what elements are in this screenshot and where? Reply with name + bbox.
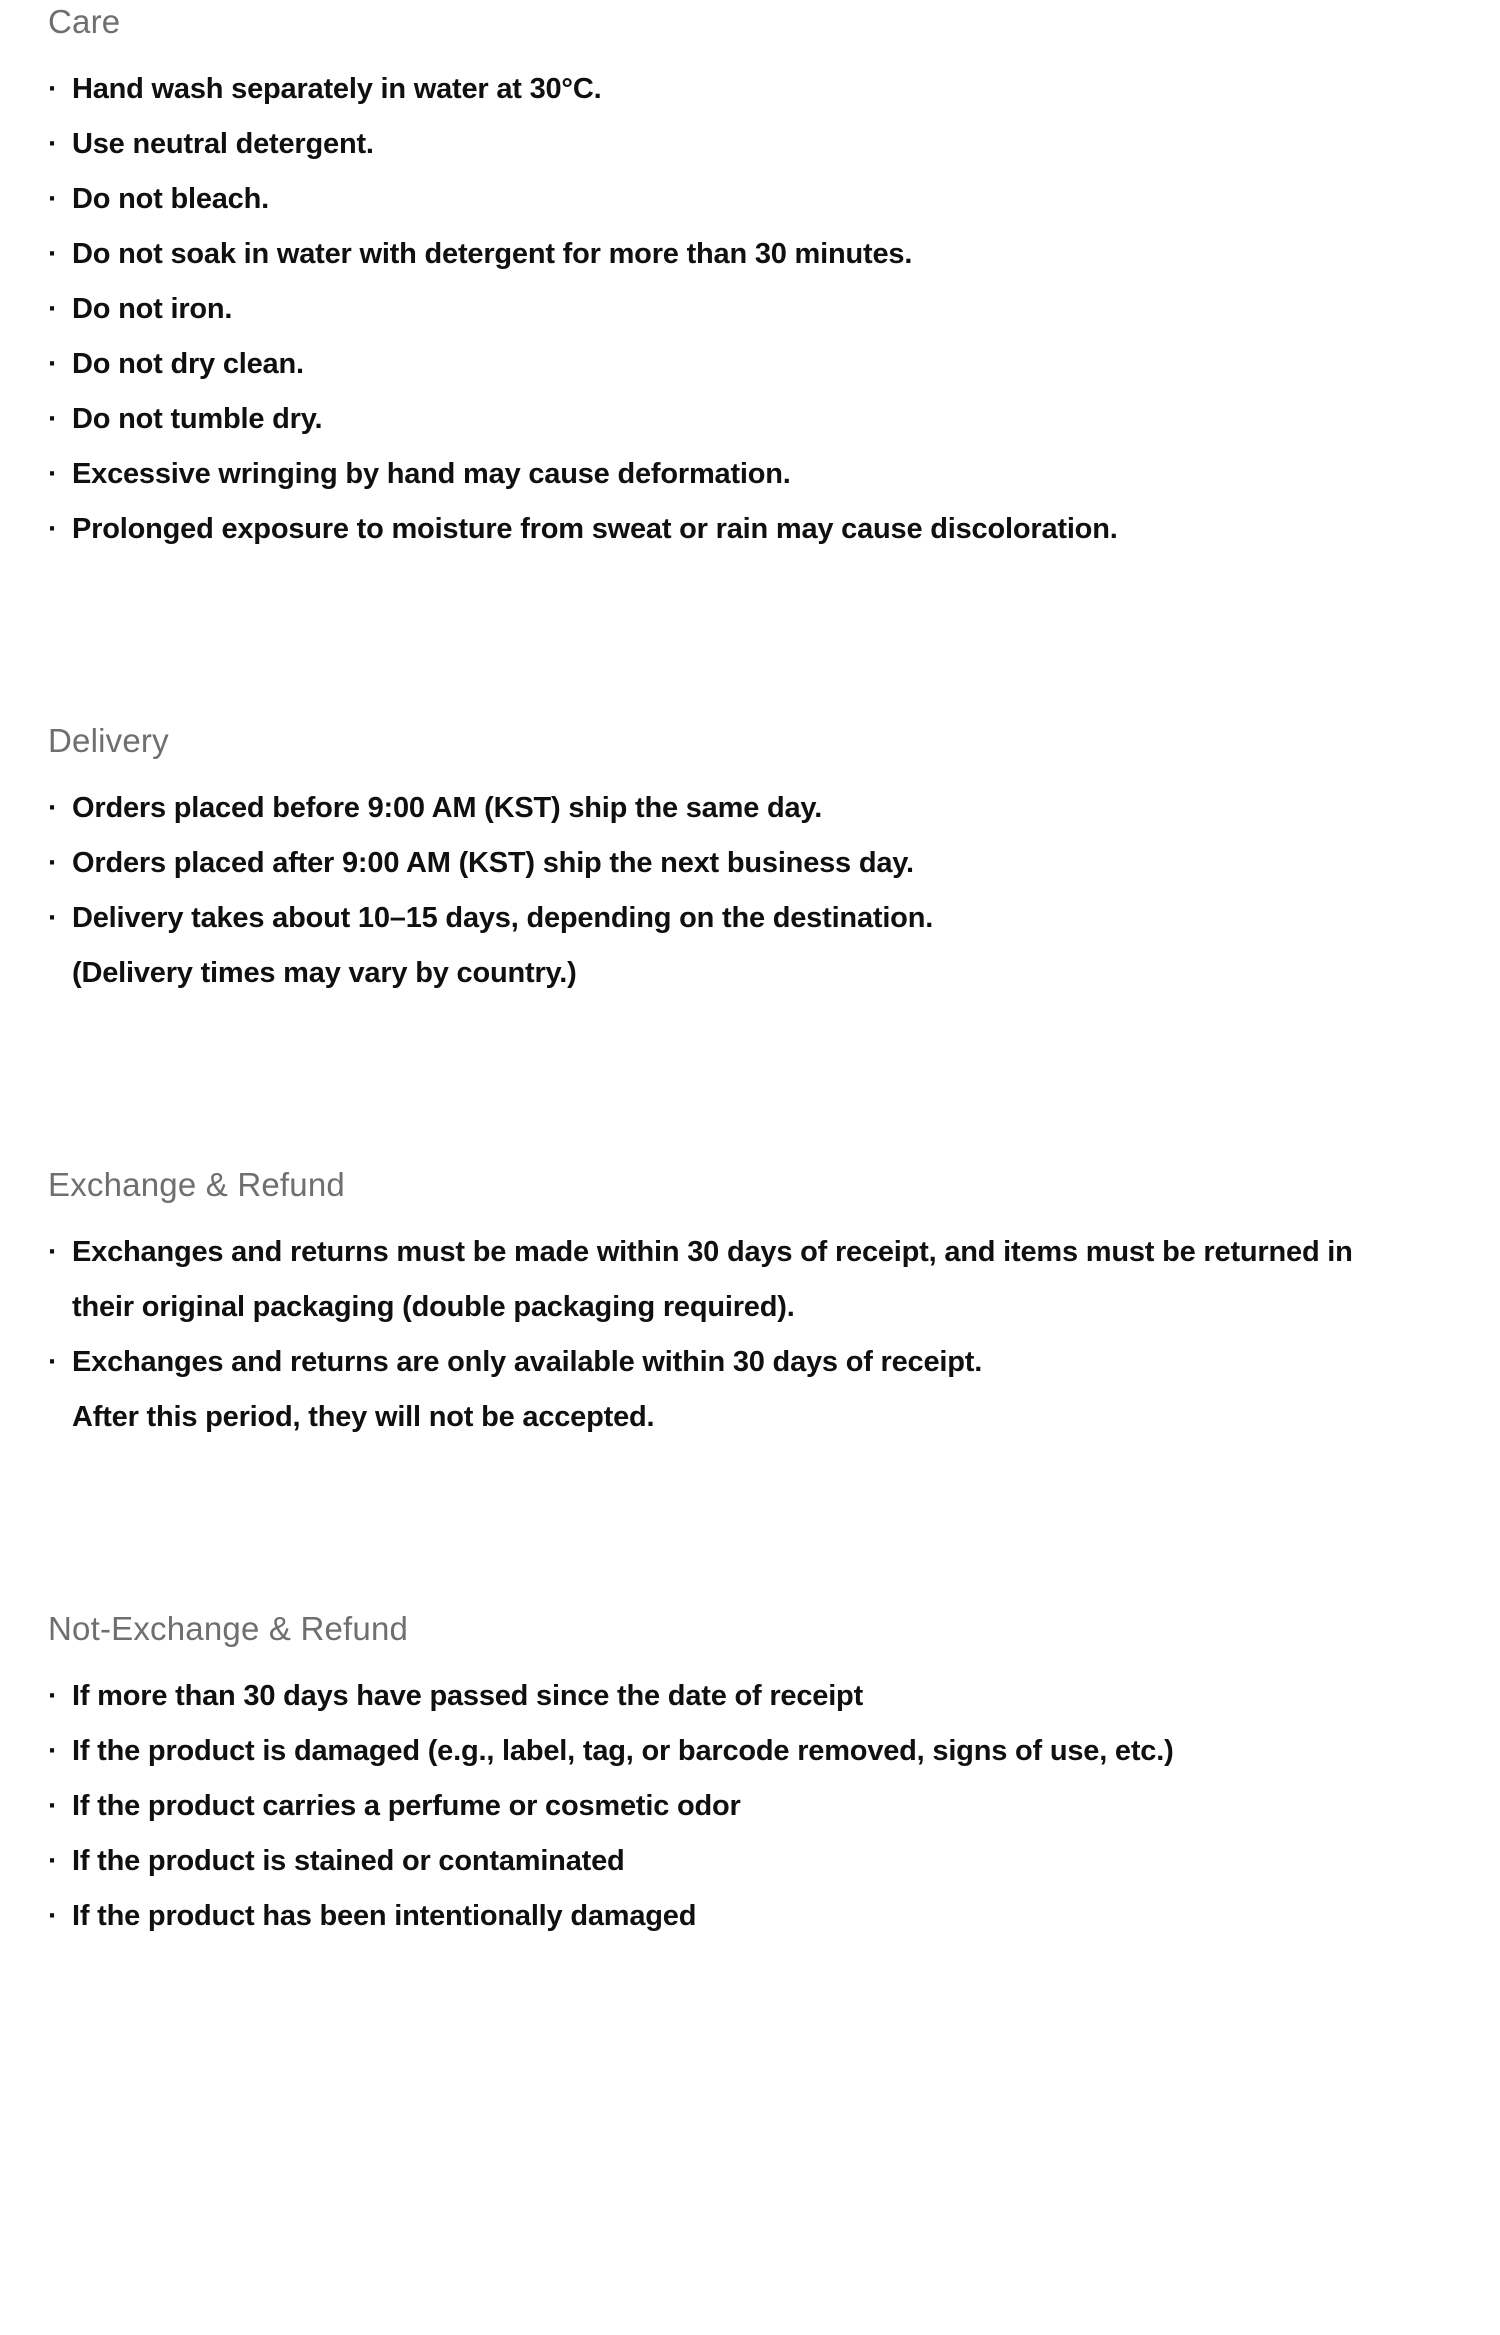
bullet-dot-icon: · (48, 458, 58, 490)
bullet-text (72, 1225, 1464, 1335)
bullet-dot-icon: · (48, 1790, 58, 1822)
bullet-text (72, 1834, 1464, 1889)
bullet-text (72, 447, 1464, 502)
section-care (48, 2, 1464, 557)
section-heading: Not-Exchange & Refund (48, 1610, 409, 1647)
bullet-line: Excessive wringing by hand may cause deformation. (72, 458, 791, 490)
bullet-item (48, 62, 1464, 117)
bullet-text (72, 502, 1464, 557)
bullet-line: Do not soak in water with detergent for more than 30 minutes. (72, 238, 913, 270)
bullet-text (72, 1889, 1464, 1944)
bullet-dot-icon: · (48, 1900, 58, 1932)
bullet-item (48, 781, 1464, 836)
bullet-dot-icon: · (48, 792, 58, 824)
bullet-dot-icon: · (48, 847, 58, 879)
bullet-text (72, 781, 1464, 836)
bullet-item (48, 1779, 1464, 1834)
bullet-item (48, 227, 1464, 282)
bullet-line: If the product is damaged (e.g., label, tag, or barcode removed, signs of use, etc.) (72, 1735, 1174, 1767)
bullet-dot-icon: · (48, 293, 58, 325)
bullet-item (48, 1724, 1464, 1779)
bullet-list (48, 1669, 1464, 1944)
bullet-list (48, 62, 1464, 557)
bullet-dot-icon: · (48, 902, 58, 934)
bullet-item (48, 117, 1464, 172)
bullet-item (48, 502, 1464, 557)
bullet-dot-icon: · (48, 183, 58, 215)
section-heading: Delivery (48, 722, 169, 759)
bullet-dot-icon: · (48, 73, 58, 105)
bullet-dot-icon: · (48, 1236, 58, 1268)
bullet-line: If the product has been intentionally damaged (72, 1900, 697, 1932)
bullet-line: Orders placed before 9:00 AM (KST) ship the same day. (72, 792, 823, 824)
bullet-line: If more than 30 days have passed since the date of receipt (72, 1680, 864, 1712)
section-heading: Exchange & Refund (48, 1166, 345, 1203)
bullet-text (72, 227, 1464, 282)
bullet-dot-icon: · (48, 348, 58, 380)
bullet-line: Prolonged exposure to moisture from sweat or rain may cause discoloration. (72, 513, 1118, 545)
bullet-text (72, 62, 1464, 117)
bullet-text (72, 117, 1464, 172)
bullet-line: Exchanges and returns are only available within 30 days of receipt. (72, 1346, 983, 1378)
bullet-item (48, 392, 1464, 447)
bullet-dot-icon: · (48, 238, 58, 270)
bullet-line: Hand wash separately in water at 30°C. (72, 73, 602, 105)
bullet-line: Use neutral detergent. (72, 128, 374, 160)
bullet-text (72, 392, 1464, 447)
bullet-text (72, 1669, 1464, 1724)
bullet-list (48, 1225, 1464, 1445)
bullet-line: Orders placed after 9:00 AM (KST) ship the next business day. (72, 847, 914, 879)
section-exchange-refund (48, 1165, 1464, 1445)
bullet-item (48, 836, 1464, 891)
bullet-text (72, 1724, 1464, 1779)
bullet-item (48, 1335, 1464, 1445)
bullet-text (72, 172, 1464, 227)
bullet-line: (Delivery times may vary by country.) (72, 957, 577, 989)
bullet-text (72, 1779, 1464, 1834)
bullet-item (48, 447, 1464, 502)
bullet-line: Do not dry clean. (72, 348, 304, 380)
bullet-item (48, 891, 1464, 1001)
bullet-item (48, 1225, 1464, 1335)
bullet-line: Do not iron. (72, 293, 233, 325)
bullet-list (48, 781, 1464, 1001)
bullet-dot-icon: · (48, 1346, 58, 1378)
bullet-dot-icon: · (48, 403, 58, 435)
bullet-line: Do not bleach. (72, 183, 269, 215)
bullet-line: Delivery takes about 10–15 days, depending on the destination. (72, 902, 934, 934)
section-heading: Care (48, 3, 121, 40)
section-delivery (48, 721, 1464, 1001)
bullet-dot-icon: · (48, 1845, 58, 1877)
bullet-text (72, 891, 1464, 1001)
bullet-item (48, 1834, 1464, 1889)
bullet-text (72, 337, 1464, 392)
bullet-item (48, 1669, 1464, 1724)
bullet-line: If the product carries a perfume or cosmetic odor (72, 1790, 741, 1822)
bullet-dot-icon: · (48, 128, 58, 160)
bullet-line: After this period, they will not be accepted. (72, 1401, 655, 1433)
bullet-item (48, 172, 1464, 227)
bullet-item (48, 282, 1464, 337)
bullet-line: their original packaging (double packaging required). (72, 1291, 795, 1323)
bullet-line: If the product is stained or contaminated (72, 1845, 625, 1877)
bullet-dot-icon: · (48, 1735, 58, 1767)
bullet-dot-icon: · (48, 1680, 58, 1712)
bullet-line: Do not tumble dry. (72, 403, 323, 435)
bullet-text (72, 836, 1464, 891)
section-not-exchange-refund (48, 1609, 1464, 1944)
bullet-text (72, 1335, 1464, 1445)
bullet-dot-icon: · (48, 513, 58, 545)
bullet-text (72, 282, 1464, 337)
bullet-line: Exchanges and returns must be made within 30 days of receipt, and items must be returned in (72, 1236, 1353, 1268)
bullet-item (48, 1889, 1464, 1944)
bullet-item (48, 337, 1464, 392)
